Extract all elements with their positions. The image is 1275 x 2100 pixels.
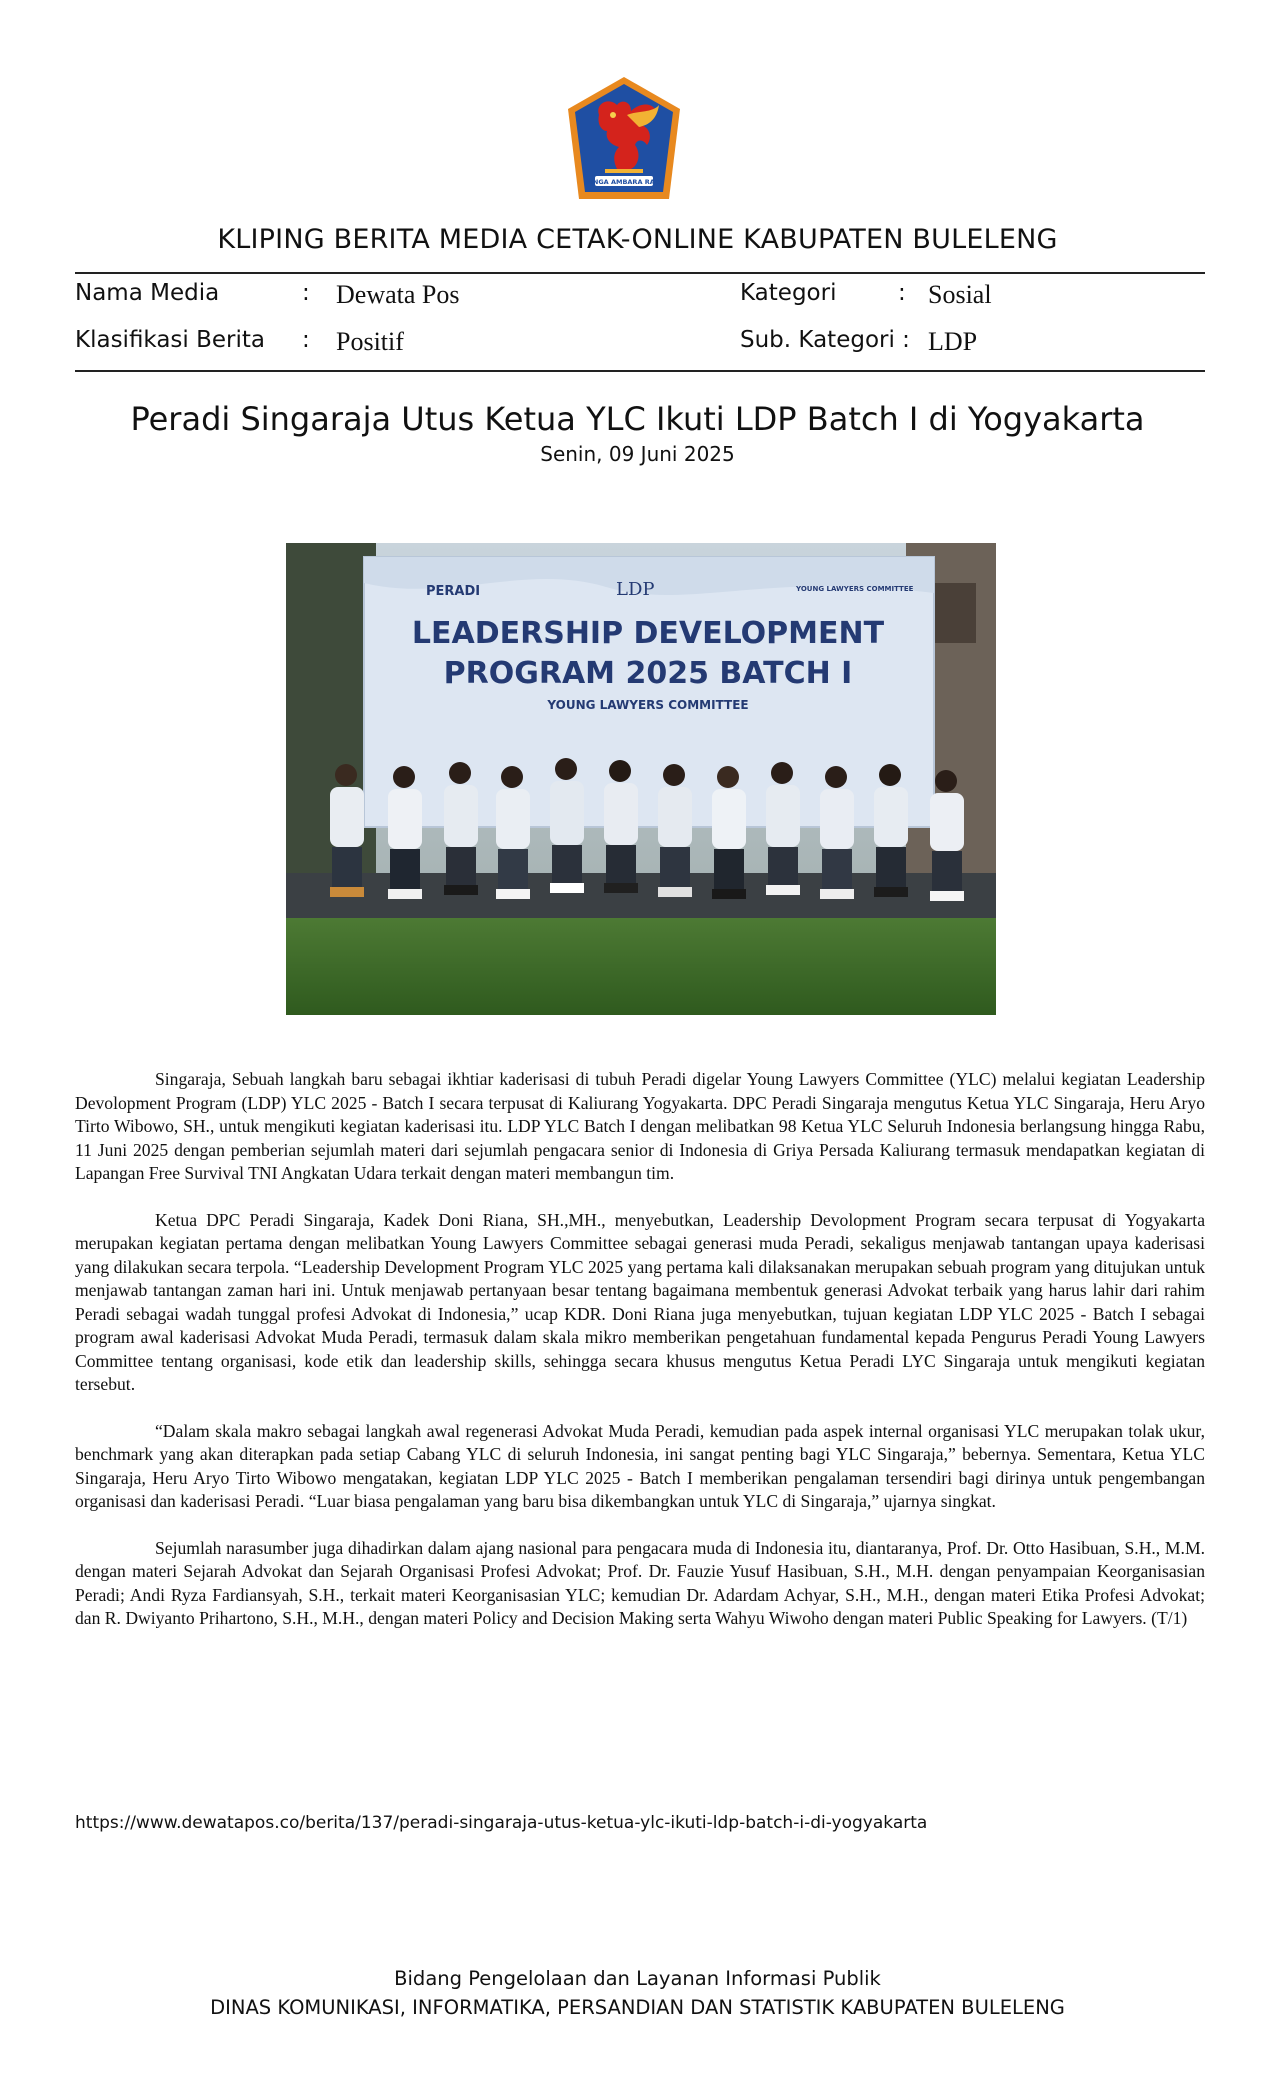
footer-agency-name: DINAS KOMUNIKASI, INFORMATIKA, PERSANDIAN DAN STATISTIK KABUPATEN BULELENG — [210, 1996, 1065, 2019]
banner-ylc-logo-text: YOUNG LAWYERS COMMITTEE — [796, 585, 914, 593]
banner-ldp-logo-text: LDP — [616, 579, 655, 600]
article-paragraph-2: Ketua DPC Peradi Singaraja, Kadek Doni Riana, SH.,MH., menyebutkan, Leadership Devolopment Program secara terpusat di Yogyakarta merupakan kegiatan pertama dengan melibatkan Young Lawyers Committee sebagai generasi muda Peradi, sekaligus menjawab tantangan upaya kaderisasi yang dilakukan secara terpola. “Leadership Development Program YLC 2025 yang pertama kali dilaksanakan merupakan sebuah program yang ditujukan untuk menjawab tantangan zaman hari ini. Untuk menjawab pertanyaan besar tentang bagaimana membentuk generasi Advokat terbaik yang harus lahir dari rahim Peradi sebagai wadah tunggal profesi Advokat di Indonesia,” ucap KDR. Doni Riana juga menyebutkan, tujuan kegiatan LDP YLC 2025 - Batch I sebagai program awal kaderisasi Advokat Muda Peradi, termasuk dalam skala mikro memberikan pengetahuan fundamental kepada Pengurus Peradi Young Lawyers Committee tentang organisasi, kode etik dan leadership skills, sehingga secara khusus mengutus Ketua Peradi LYC Singaraja untuk mengikuti kegiatan tersebut. — [75, 1209, 1205, 1394]
article-date: Senin, 09 Juni 2025 — [540, 442, 735, 466]
document-header-title: KLIPING BERITA MEDIA CETAK-ONLINE KABUPATEN BULELENG — [217, 224, 1058, 255]
article-paragraph-1: Singaraja, Sebuah langkah baru sebagai ikhtiar kaderisasi di tubuh Peradi digelar Young Lawyers Committee (YLC) melalui kegiatan Leadership Devolopment Program (LDP) YLC 2025 - Batch I secara terpusat di Kaliurang Yogyakarta. DPC Peradi Singaraja mengutus Ketua YLC Singaraja, Heru Aryo Tirto Wibowo, SH., untuk mengikuti kegiatan kaderisasi itu. LDP YLC Batch I dengan melibatkan 98 Ketua YLC Seluruh Indonesia berlangsung hingga Rabu, 11 Juni 2025 dengan pemberian sejumlah materi dari sejumlah pengacara senior di Indonesia di Griya Persada Kaliurang termasuk mendapatkan kegiatan di Lapangan Free Survival TNI Angkatan Udara terkait dengan materi membangun tim. — [75, 1069, 1205, 1183]
article-title: Peradi Singaraja Utus Ketua YLC Ikuti LDP Batch I di Yogyakarta — [130, 400, 1145, 438]
buleleng-emblem-logo — [565, 75, 683, 203]
article-body — [75, 1068, 1205, 1654]
classification-label: Klasifikasi Berita — [75, 327, 266, 353]
subcategory-label: Sub. Kategori : — [740, 327, 910, 353]
footer-department-name: Bidang Pengelolaan dan Layanan Informasi Publik — [394, 1967, 881, 1990]
media-name-colon: : — [302, 280, 310, 306]
header-top-divider — [75, 272, 1205, 274]
classification-value: Positif — [336, 327, 404, 356]
category-value: Sosial — [928, 280, 992, 309]
banner-headline-line3: YOUNG LAWYERS COMMITTEE — [547, 698, 749, 712]
media-name-value: Dewata Pos — [336, 280, 460, 309]
news-photo — [286, 543, 996, 1015]
source-url-link[interactable]: https://www.dewatapos.co/berita/137/peradi-singaraja-utus-ketua-ylc-ikuti-ldp-batch-i-di-yogyakarta — [75, 1813, 928, 1833]
article-paragraph-4: Sejumlah narasumber juga dihadirkan dalam ajang nasional para pengacara muda di Indonesia itu, diantaranya, Prof. Dr. Otto Hasibuan, S.H., M.M. dengan materi Sejarah Advokat dan Sejarah Organisasi Profesi Advokat; Prof. Dr. Fauzie Yusuf Hasibuan, S.H., M.H. dengan penyampaian Keorganisasian Peradi; Andi Ryza Fardiansyah, S.H., terkait materi Keorganisasian YLC; kemudian Dr. Adardam Achyar, S.H., M.H., dengan materi Etika Profesi Advokat; dan R. Dwiyanto Prihartono, S.H., M.H., dengan materi Policy and Decision Making serta Wahyu Wiwoho dengan materi Public Speaking for Lawyers. (T/1) — [75, 1537, 1205, 1628]
emblem-motto-text: SINGA AMBARA RAJA — [585, 178, 663, 186]
category-colon: : — [898, 280, 906, 306]
media-name-label: Nama Media — [75, 280, 220, 306]
article-paragraph-3: “Dalam skala makro sebagai langkah awal regenerasi Advokat Muda Peradi, kemudian pada aspek internal organisasi YLC merupakan tolak ukur, benchmark yang akan diterapkan pada setiap Cabang YLC di seluruh Indonesia, ini sangat penting bagi YLC Singaraja,” bebernya. Sementara, Ketua YLC Singaraja, Heru Aryo Tirto Wibowo mengatakan, kegiatan LDP YLC 2025 - Batch I memberikan pengalaman tersendiri bagi dirinya untuk pengembangan organisasi dan kaderisasi Peradi. “Luar biasa pengalaman yang baru bisa dikembangkan untuk YLC di Singaraja,” ujarnya singkat. — [75, 1420, 1205, 1511]
subcategory-value: LDP — [928, 327, 978, 356]
header-bottom-divider — [75, 370, 1205, 372]
banner-headline-line2: PROGRAM 2025 BATCH I — [443, 656, 853, 691]
category-label: Kategori — [740, 280, 837, 306]
classification-colon: : — [302, 327, 310, 353]
banner-headline-line1: LEADERSHIP DEVELOPMENT — [411, 616, 885, 651]
banner-peradi-logo-text: PERADI — [426, 584, 481, 599]
